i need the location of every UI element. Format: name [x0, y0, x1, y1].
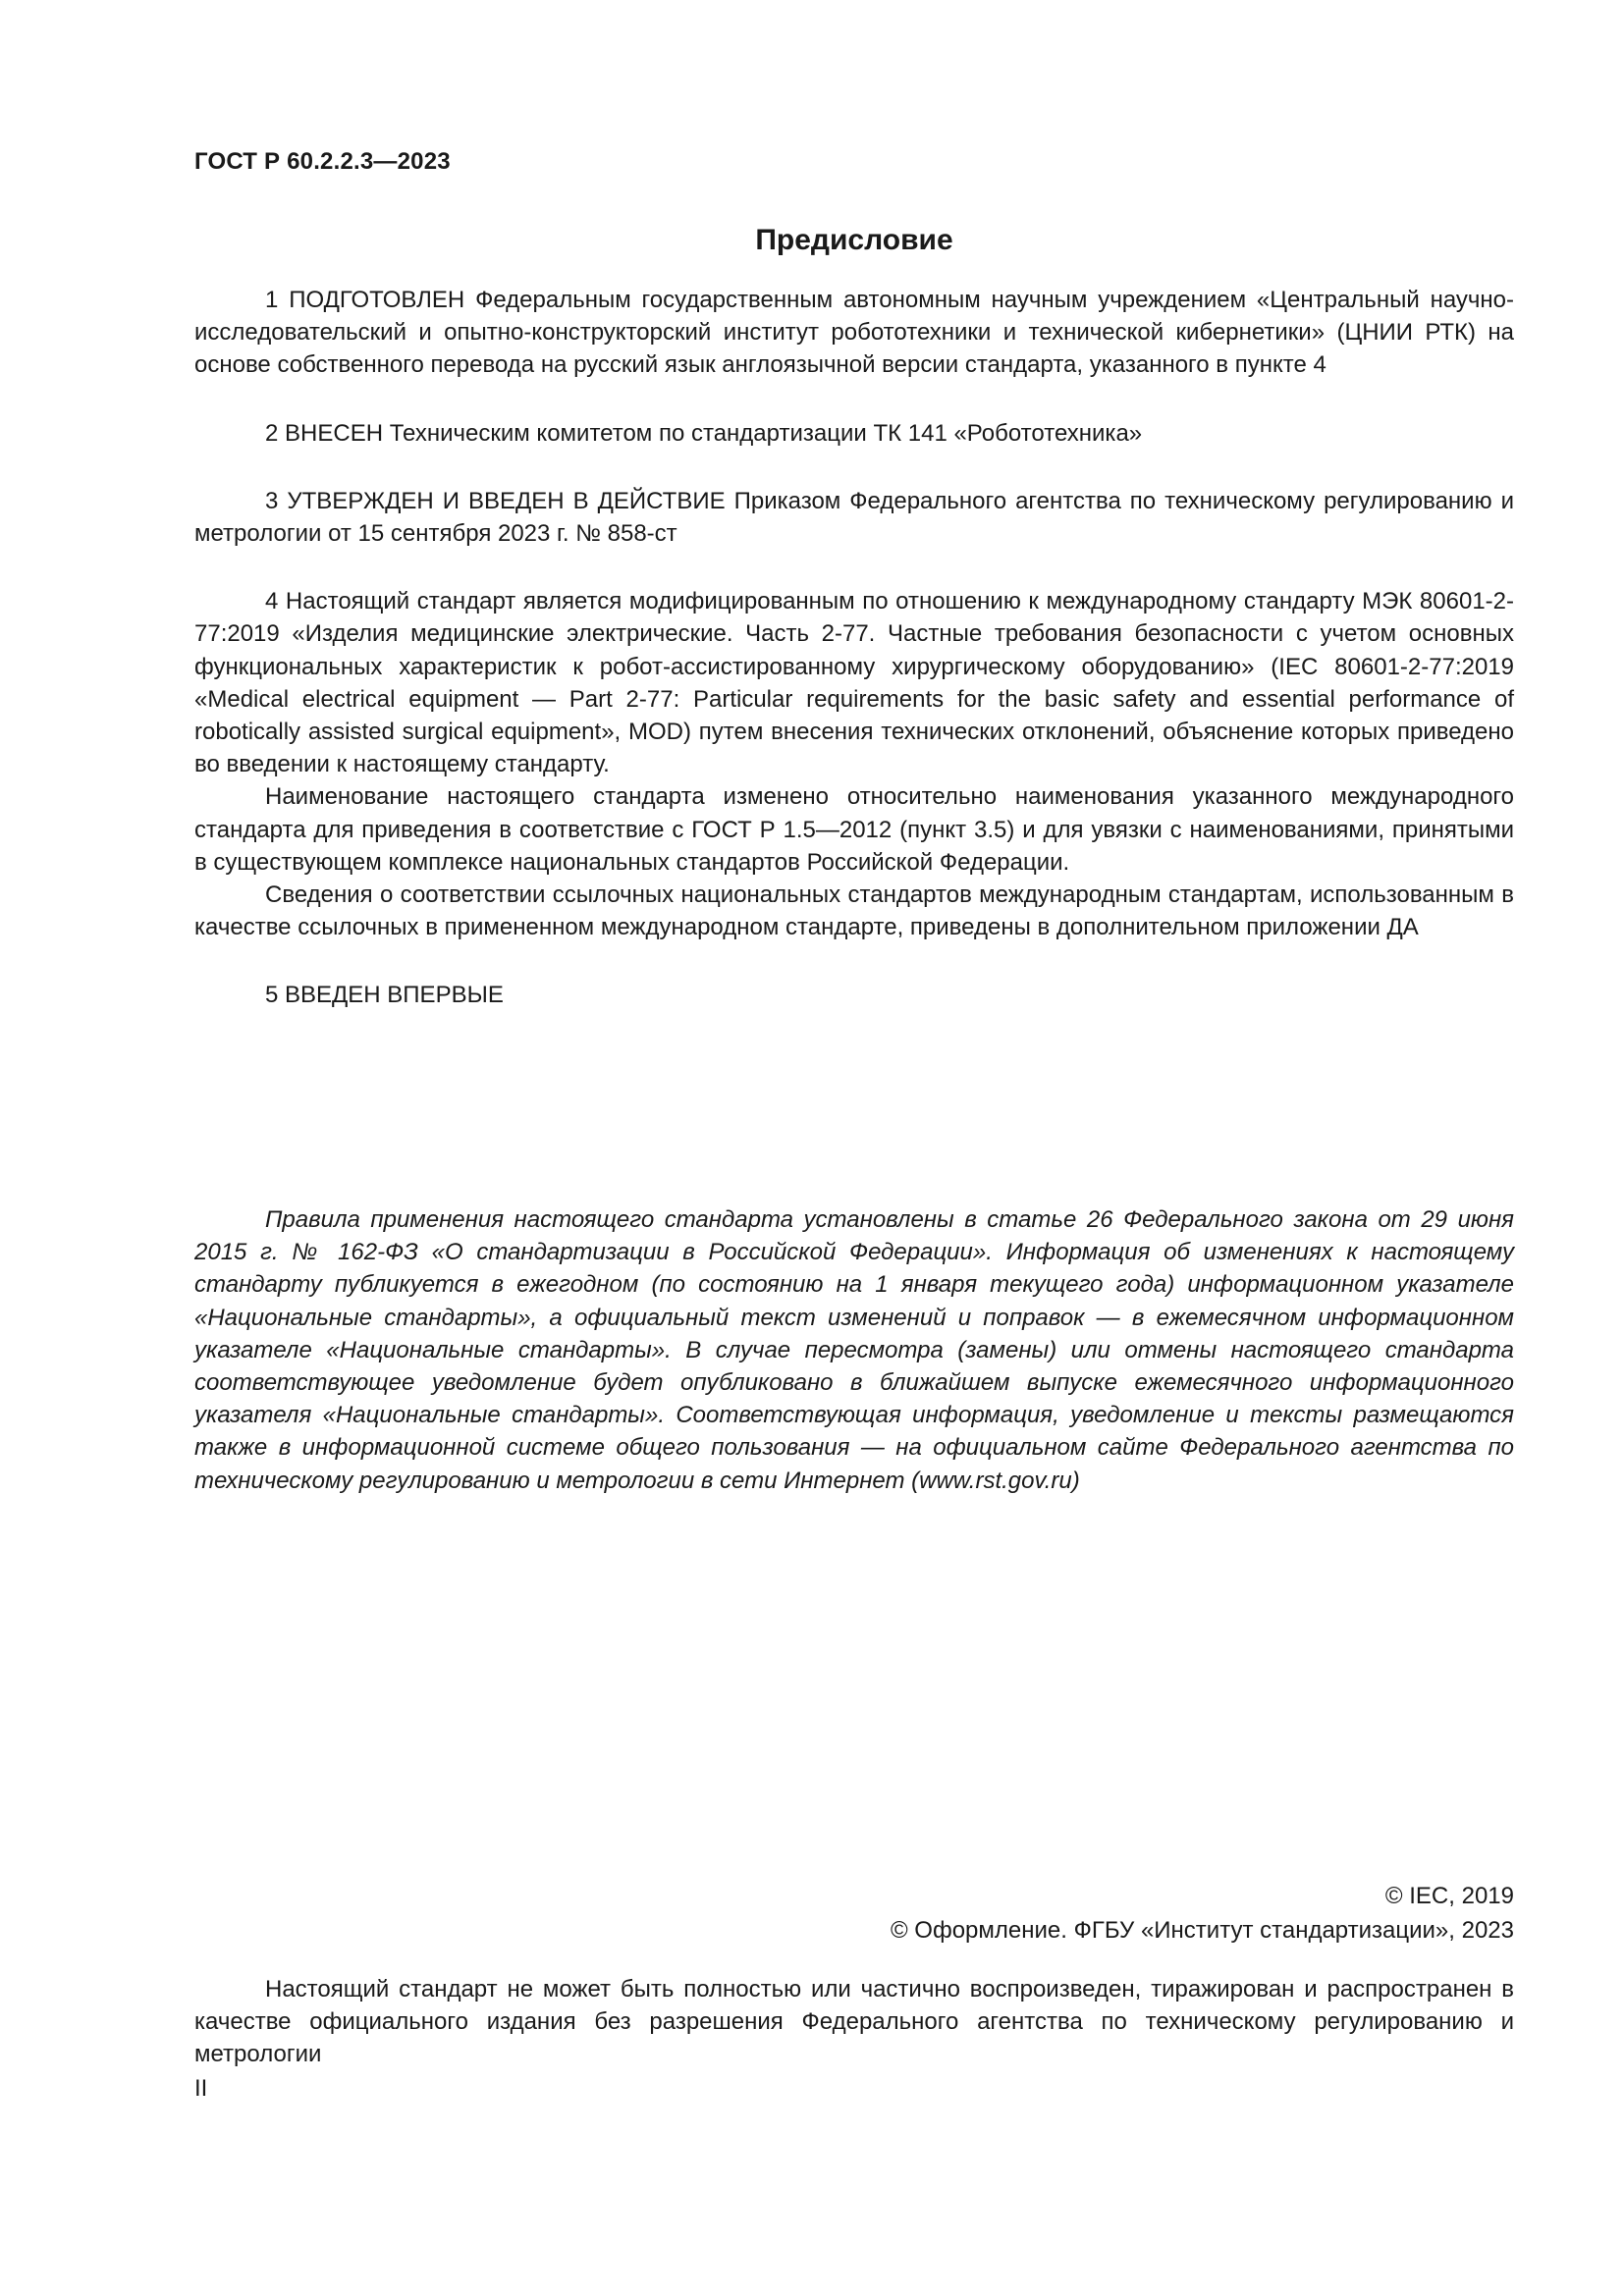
preface-item-4-references-note: Сведения о соответствии ссылочных национальных стандартов международным стандартам, использованным в качестве ссылочных в примененном международном стандарте, приведены в дополнительном приложении ДА [194, 881, 1514, 941]
copyright-design: © Оформление. ФГБУ «Институт стандартизации», 2023 [890, 1917, 1514, 1944]
copyright-block [891, 1879, 1514, 1948]
page-number: II [194, 2075, 208, 2102]
preface-item-3: 3 УТВЕРЖДЕН И ВВЕДЕН В ДЕЙСТВИЕ Приказом Федерального агентства по техническому регулированию и метрологии от 15 сентября 2023 г. № 858-ст [194, 487, 1514, 548]
copyright-iec: © IEC, 2019 [1384, 1883, 1514, 1909]
preface-item-4-name-note: Наименование настоящего стандарта изменено относительно наименования указанного международного стандарта для приведения в соответствие с ГОСТ Р 1.5—2012 (пункт 3.5) и для увязки с наименованиями, принятыми в существующем комплексе национальных стандартов Российской Федерации. [194, 783, 1514, 876]
page-title: Предисловие [755, 224, 953, 256]
document-page [194, 0, 1514, 2296]
preface-body [194, 284, 1514, 1012]
preface-item-5: 5 ВВЕДЕН ВПЕРВЫЕ [265, 982, 504, 1009]
preface-item-2: 2 ВНЕСЕН Техническим комитетом по стандартизации ТК 141 «Робототехника» [265, 419, 1143, 447]
preface-item-4: 4 Настоящий стандарт является модифицированным по отношению к международному стандарту МЭК 80601-2-77:2019 «Изделия медицинские электрические. Часть 2-77. Частные требования безопасности с учетом основных функциональных характеристик к робот-ассистированному хирургическому оборудованию» (IEC 80601-2-77:2019 «Medical electrical equipment — Part 2-77: Particular requirements for the basic safety and essential performance of robotically assisted surgical equipment», MOD) путем внесения технических отклонений, объяснение которых приведено во введении к настоящему стандарту. [194, 588, 1514, 778]
preface-item-1: 1 ПОДГОТОВЛЕН Федеральным государственным автономным научным учреждением «Центральный научно-исследовательский и опытно-конструкторский институт робототехники и технической кибернетики» (ЦНИИ РТК) на основе собственного перевода на русский язык англоязычной версии стандарта, указанного в пункте 4 [194, 287, 1514, 379]
reproduction-rights-notice: Настоящий стандарт не может быть полностью или частично воспроизведен, тиражирован и распространен в качестве официального издания без разрешения Федерального агентства по техническому регулированию и метрологии [194, 1976, 1514, 2068]
application-rules-notice: Правила применения настоящего стандарта установлены в статье 26 Федерального закона от 29 июня 2015 г. № 162-ФЗ «О стандартизации в Российской Федерации». Информация об изменениях к настоящему стандарту публикуется в ежегодном (по состоянию на 1 января текущего года) информационном указателе «Национальные стандарты», а официальный текст изменений и поправок — в ежемесячном информационном указателе «Национальные стандарты». В случае пересмотра (замены) или отмены настоящего стандарта соответствующее уведомление будет опубликовано в ближайшем выпуске ежемесячного информационного указателя «Национальные стандарты». Соответствующая информация, уведомление и тексты размещаются также в информационной системе общего пользования — на официальном сайте Федерального агентства по техническому регулированию и метрологии в сети Интернет (www.rst.gov.ru) [194, 1206, 1514, 1494]
standard-code-header: ГОСТ Р 60.2.2.3—2023 [194, 148, 451, 175]
